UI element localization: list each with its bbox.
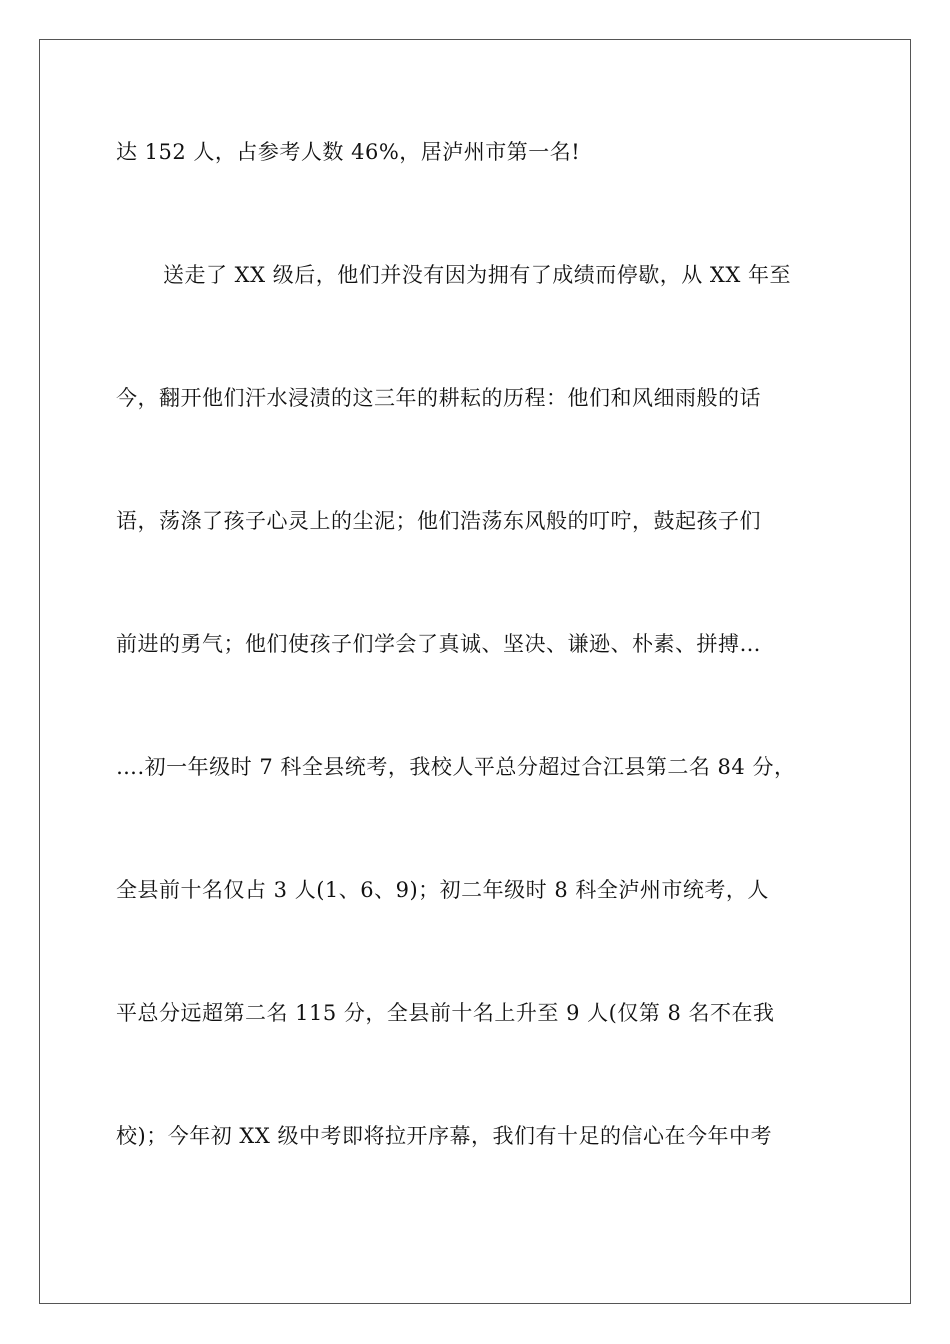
text-line: 校)；今年初 XX 级中考即将拉开序幕，我们有十足的信心在今年中考 [116,1124,772,1148]
page-border [39,39,911,1304]
text-line: 达 152 人，占参考人数 46%，居泸州市第一名! [116,140,581,164]
text-line: 平总分远超第二名 115 分，全县前十名上升至 9 人(仅第 8 名不在我 [116,1001,775,1025]
text-line: ….初一年级时 7 科全县统考，我校人平总分超过合江县第二名 84 分， [116,755,796,779]
paragraph-start-line: 送走了 XX 级后，他们并没有因为拥有了成绩而停歇，从 XX 年至 [163,263,791,287]
text-line: 今，翻开他们汗水浸渍的这三年的耕耘的历程：他们和风细雨般的话 [116,386,761,410]
text-line: 全县前十名仅占 3 人(1、6、9)；初二年级时 8 科全泸州市统考，人 [116,878,769,902]
text-line: 前进的勇气；他们使孩子们学会了真诚、坚决、谦逊、朴素、拼搏… [116,632,761,656]
text-line: 语，荡涤了孩子心灵上的尘泥；他们浩荡东风般的叮咛，鼓起孩子们 [116,509,761,533]
